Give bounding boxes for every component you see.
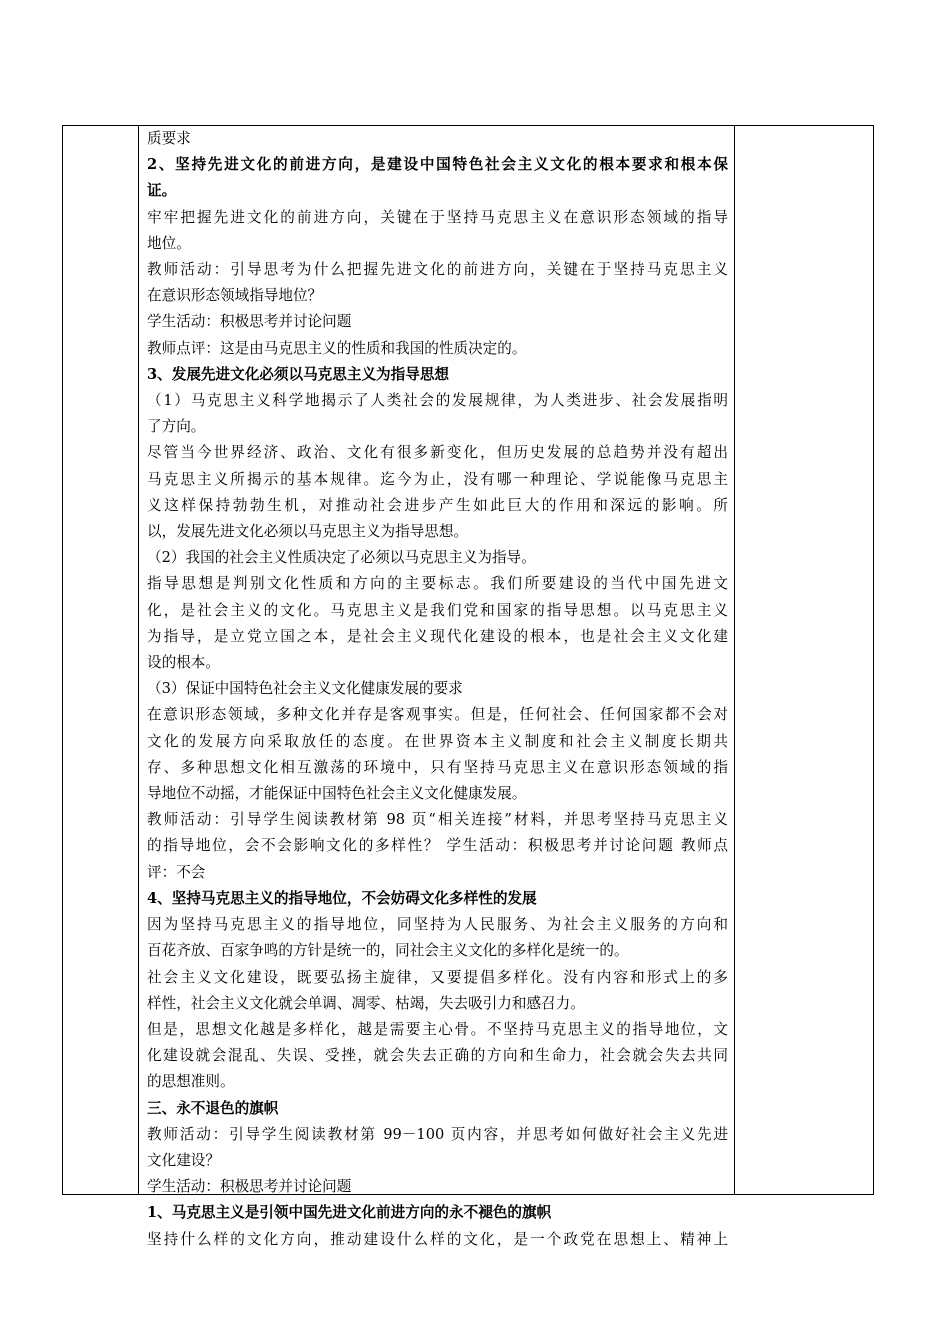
lesson-table <box>62 125 874 1248</box>
paragraph-line: 在意识形态领域，多种文化并存是客观事实。但是，任何社会、任何国家都不会对 <box>147 706 728 724</box>
paragraph-line: 设的根本。 <box>147 654 220 672</box>
paragraph-line: 但是，思想文化越是多样化，越是需要主心骨。不坚持马克思主义的指导地位，文 <box>147 1020 728 1038</box>
paragraph-line: 马克思主义所揭示的基本规律。迄今为止，没有哪一种理论、学说能像马克思主 <box>147 470 728 488</box>
paragraph-line: 存、多种思想文化相互激荡的环境中，只有坚持马克思主义在意识形态领域的指 <box>147 758 728 776</box>
paragraph-line: 化，是社会主义的文化。马克思主义是我们党和国家的指导思想。以马克思主义 <box>147 601 728 619</box>
paragraph-line: 样性，社会主义文化就会单调、凋零、枯竭，失去吸引力和感召力。 <box>147 994 585 1012</box>
paragraph-line: 指导思想是判别文化性质和方向的主要标志。我们所要建设的当代中国先进文 <box>147 575 728 593</box>
paragraph-line: 坚持什么样的文化方向，推动建设什么样的文化，是一个政党在思想上、精神上 <box>147 1230 728 1248</box>
paragraph-line: 文化建设？ <box>147 1151 220 1169</box>
paragraph-line: 的思想准则。 <box>147 1073 235 1091</box>
paragraph-line: 尽管当今世界经济、政治、文化有很多新变化，但历史发展的总趋势并没有超出 <box>147 444 728 462</box>
right-column <box>735 126 873 1194</box>
section-heading-line: 证。 <box>147 182 177 200</box>
paragraph-line: 文化的发展方向采取放任的态度。在世界资本主义制度和社会主义制度长期共 <box>147 732 728 750</box>
paragraph-line: 牢牢把握先进文化的前进方向，关键在于坚持马克思主义在意识形态领域的指导 <box>147 208 728 226</box>
paragraph-line: 评：不会 <box>147 863 206 881</box>
paragraph-line: 以，发展先进文化必须以马克思主义为指导思想。 <box>147 523 469 541</box>
paragraph-line: 化建设就会混乱、失误、受挫，就会失去正确的方向和生命力，社会就会失去共同 <box>147 1047 728 1065</box>
paragraph-line: 了方向。 <box>147 418 206 436</box>
paragraph-line: 教师活动：引导学生阅读教材第 99－100 页内容，并思考如何做好社会主义先进 <box>147 1125 728 1143</box>
paragraph-line: 学生活动：积极思考并讨论问题 <box>147 313 352 331</box>
paragraph-line: 地位。 <box>147 234 191 252</box>
paragraph-line: 教师点评：这是由马克思主义的性质和我国的性质决定的。 <box>147 339 527 357</box>
paragraph-line: （1）马克思主义科学地揭示了人类社会的发展规律，为人类进步、社会发展指明 <box>147 392 728 410</box>
content-column <box>139 126 735 1248</box>
paragraph-line: 教师活动：引导思考为什么把握先进文化的前进方向，关键在于坚持马克思主义 <box>147 261 728 279</box>
paragraph-line: 教师活动：引导学生阅读教材第 98 页“相关连接”材料，并思考坚持马克思主义 <box>147 811 728 829</box>
section-heading-line: 2、坚持先进文化的前进方向，是建设中国特色社会主义文化的根本要求和根本保 <box>147 156 728 174</box>
section-heading-line: 3、发展先进文化必须以马克思主义为指导思想 <box>147 365 450 383</box>
paragraph-line: 社会主义文化建设，既要弘扬主旋律，又要提倡多样化。没有内容和形式上的多 <box>147 968 728 986</box>
section-heading-line: 1、马克思主义是引领中国先进文化前进方向的永不褪色的旗帜 <box>147 1204 552 1222</box>
paragraph-line: 义这样保持勃勃生机，对推动社会进步产生如此巨大的作用和深远的影响。所 <box>147 496 728 514</box>
paragraph-line: （2）我国的社会主义性质决定了必须以马克思主义为指导。 <box>147 549 536 567</box>
paragraph-line: 导地位不动摇，才能保证中国特色社会主义文化健康发展。 <box>147 785 527 803</box>
paragraph-line: 在意识形态领域指导地位？ <box>147 287 323 305</box>
section-heading-line: 4、坚持马克思主义的指导地位，不会妨碍文化多样性的发展 <box>147 889 537 907</box>
paragraph-line: 百花齐放、百家争鸣的方针是统一的，同社会主义文化的多样化是统一的。 <box>147 942 629 960</box>
paragraph-line: 学生活动：积极思考并讨论问题 <box>147 1178 352 1196</box>
paragraph-line: 为指导，是立党立国之本，是社会主义现代化建设的根本，也是社会主义文化建 <box>147 627 728 645</box>
paragraph-line: （3）保证中国特色社会主义文化健康发展的要求 <box>147 680 463 698</box>
paragraph-line: 质要求 <box>147 130 191 147</box>
paragraph-line: 的指导地位，会不会影响文化的多样性？ 学生活动：积极思考并讨论问题 教师点 <box>147 837 728 855</box>
section-heading-line: 三、永不退色的旗帜 <box>147 1099 279 1117</box>
left-column <box>63 126 139 1194</box>
paragraph-line: 因为坚持马克思主义的指导地位，同坚持为人民服务、为社会主义服务的方向和 <box>147 916 728 934</box>
